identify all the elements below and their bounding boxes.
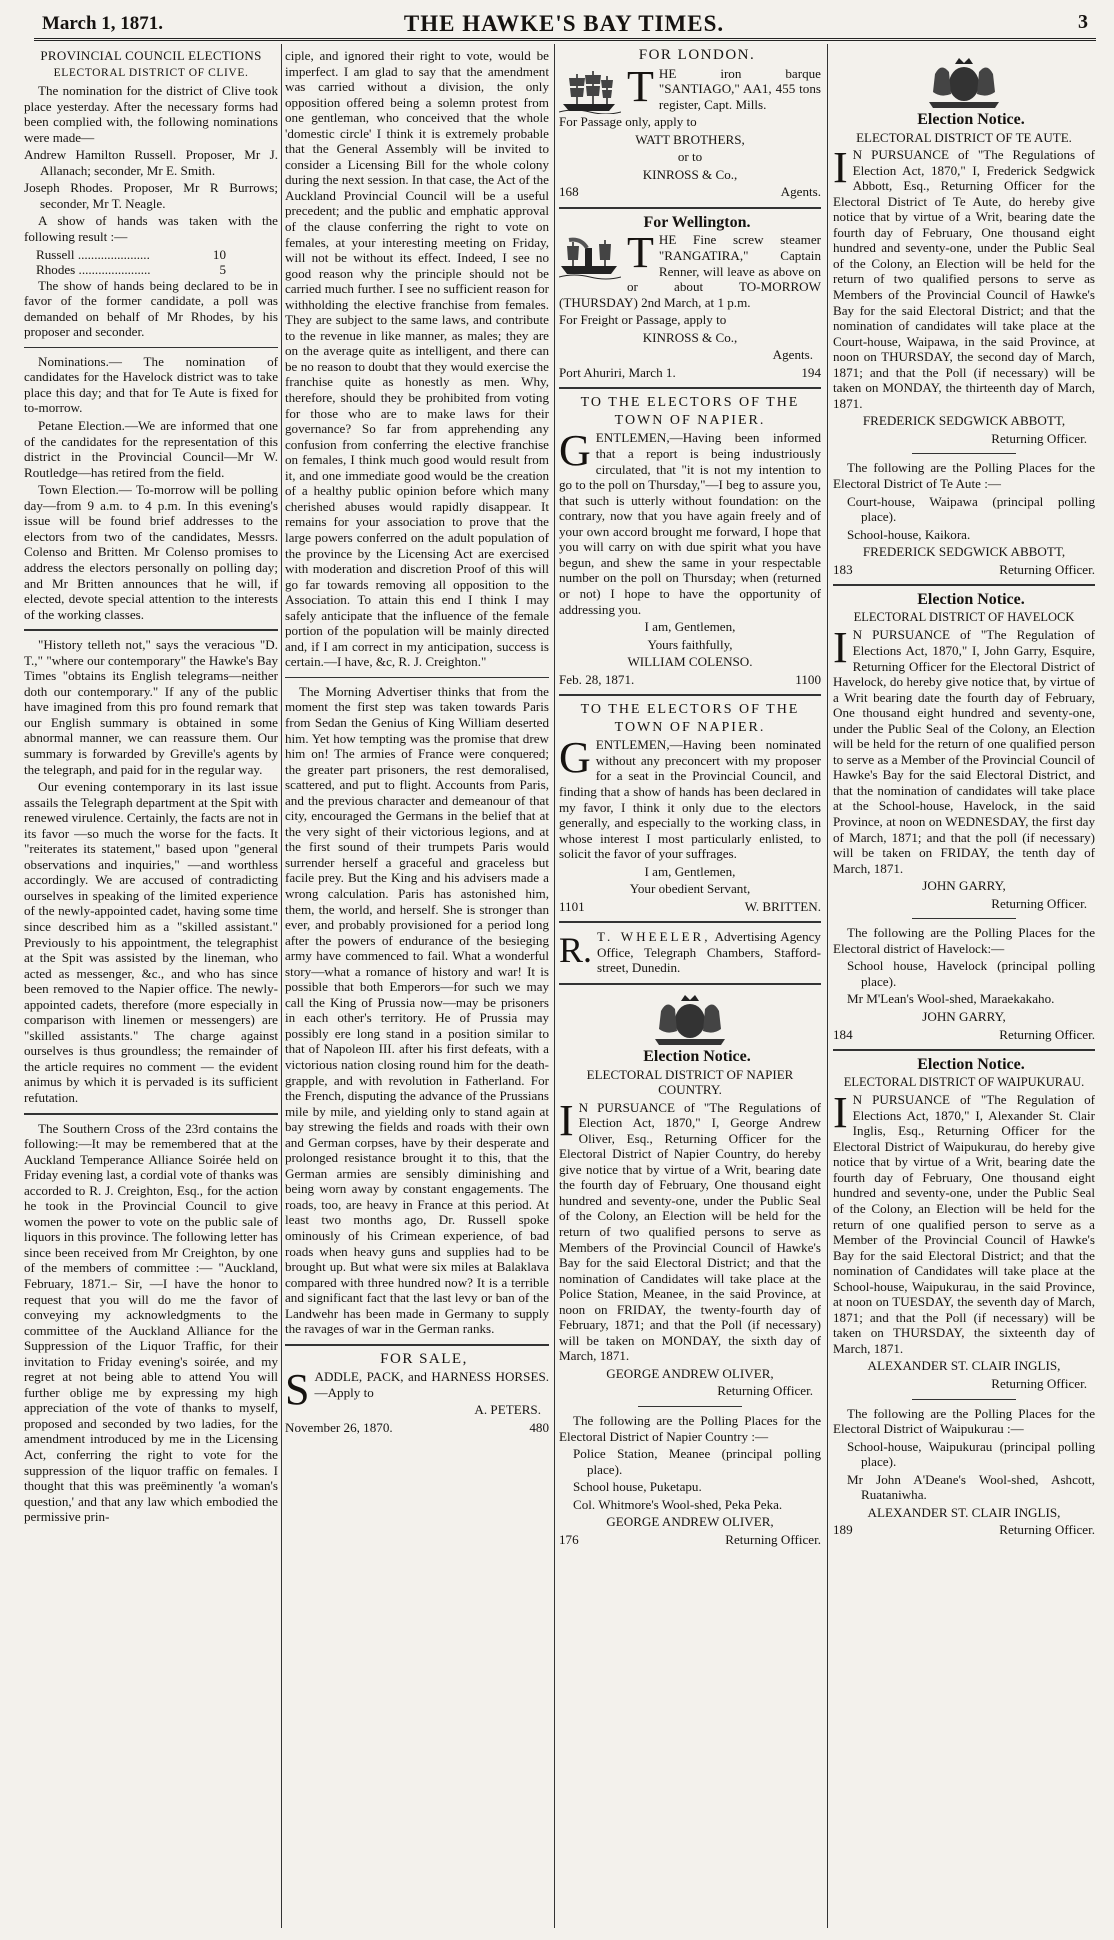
election-notice <box>833 1088 1095 1356</box>
result-name: Rhodes ...................... <box>36 262 151 278</box>
news-item: Town Election.— To-morrow will be polling day—from 9 a.m. to 4 p.m. In this evening's issue will be found brief addresses to the electors from two of the candidates, Messrs. Colenso and Britten. Mr Colenso promises to address the electors personally on polling day; and Mr Britten announces that he will, if elected, devote special attention to the interests of the working classes. <box>24 482 278 622</box>
signature: ALEXANDER ST. CLAIR INGLIS, <box>867 1358 1061 1374</box>
election-notice <box>559 1095 821 1364</box>
ad-number: 480 <box>529 1420 549 1436</box>
drop-cap: T <box>627 228 654 278</box>
election-notice <box>833 623 1095 876</box>
ad-number: 189 <box>833 1522 853 1538</box>
divider <box>559 983 821 985</box>
ad-footer <box>559 899 821 915</box>
ad-line: Agents. <box>772 347 813 363</box>
officer-title: Returning Officer. <box>725 1531 821 1547</box>
drop-cap: S <box>285 1365 310 1415</box>
ad-footer <box>833 1027 1095 1043</box>
agency-ad <box>559 929 821 976</box>
drop-cap: I <box>559 1095 574 1145</box>
election-address <box>559 733 821 862</box>
issue-date: March 1, 1871. <box>42 13 164 34</box>
divider <box>559 694 821 696</box>
officer-title: Returning Officer. <box>991 1376 1087 1392</box>
signature: GEORGE ANDREW OLIVER, <box>606 1365 774 1381</box>
electoral-district: ELECTORAL DISTRICT OF NAPIER COUNTRY. <box>586 1066 794 1098</box>
article-paragraph: A show of hands was taken with the following result :— <box>24 213 278 245</box>
signature: W. BRITTEN. <box>744 898 821 914</box>
column-rule <box>827 44 828 1928</box>
notice-text: N PURSUANCE of "The Regulation of Elections Act, 1870," I, John Garry, Esquire, Returning Officer for the Electoral District of Havelock, do hereby give notice that, by virtue of a Writ bearing date the fourth day of February, One thousand eight hundred and seventy-one, under the Public Seal of the Colony, an Election will be held for the return of one qualified person to serve as a Member of the Provincial Council of Hawke's Bay for the said Electoral District, and that the nomination of candidates will take place at the School-house, Havelock, in the said Province, at noon on WEDNESDAY, the first day of March, 1871; and that the poll (if necessary) will be taken on FRIDAY, the tenth day of March, 1871. <box>833 627 1095 876</box>
closing-line: Your obedient Servant, <box>629 881 751 897</box>
polling-place: School-house, Kaikora. <box>847 526 971 542</box>
ad-footer <box>285 1420 549 1436</box>
drop-cap: I <box>833 623 848 673</box>
shipping-ad-heading: For Wellington. <box>643 213 751 231</box>
divider <box>559 921 821 923</box>
agency-text: Advertising Agency Office, Telegraph Chambers, Stafford-street, Dunedin. <box>597 929 821 976</box>
polling-place: Mr John A'Deane's Wool-shed, Ashcott, Ruataniwha. <box>847 1471 1095 1503</box>
ad-number: 176 <box>559 1531 579 1547</box>
article-subheading: ELECTORAL DISTRICT OF CLIVE. <box>53 66 249 79</box>
nomination-entry: Andrew Hamilton Russell. Proposer, Mr J. Allanach; seconder, Mr E. Smith. <box>24 147 278 178</box>
steamer-icon <box>559 234 621 280</box>
election-notice-title: Election Notice. <box>917 111 1025 128</box>
royal-crest-icon <box>647 991 733 1047</box>
drop-cap: I <box>833 1088 848 1138</box>
shipping-ad-heading: FOR LONDON. <box>638 48 756 63</box>
officer-title: Returning Officer. <box>999 561 1095 577</box>
electoral-district: ELECTORAL DISTRICT OF HAVELOCK <box>853 609 1075 624</box>
news-item: "History telleth not," says the veracious "D. T.," "where our contemporary" the Hawke's Bay Times "obtains its English telegrams—neither doth our contemporary." If any of the public have imagined from this pro found remark that our English summary is obtained in some abnormal manner, we can reassure them. Our summary is forwarded by Greville's agents by the telegraph, and paid for in the regular way. <box>24 637 278 777</box>
notice-text: N PURSUANCE of "The Regulations of Election Act, 1870," I, Frederick Sedgwick Abbott, Esq., Returning Officer for the Electoral District of Te Aute, do hereby give notice that by virtue of a Writ, bearing date the fourth day of February, One thousand eight hundred and seventy-one, under the Public Seal of the Colony, an Election will be held for the return of two qualified persons to serve as Members of the Provincial Council of Hawke's Bay for the said Electoral District; and that the nomination of candidates will take place at the Court-house, Waipawa, in the said Province, at noon on THURSDAY, the second day of March, 1871; and that the Poll (if necessary) will be taken on MONDAY, the thirteenth day of March, 1871. <box>833 147 1095 411</box>
divider <box>833 1049 1095 1051</box>
notice-text: N PURSUANCE of "The Regulations of Election Act, 1870," I, George Andrew Oliver, Esq., Returning Officer for the Electoral District of Napier Country, do hereby give notice that by virtue of a Writ, bearing date the fourth day of February, One thousand eight hundred and seventy-one, under the Public Seal of the Colony, an Election will be held for the return of two qualified persons to serve as Members of the Provincial Council of Hawke's Bay for the said Electoral District; and that the nomination of Candidates will take place at the Police Station, Meanee, in the said Province, at noon on FRIDAY, the twenty-fourth day of February, 1871; and that the Poll (if necessary) will be taken on MONDAY, the sixth day of March, 1871. <box>559 1099 821 1364</box>
article-paragraph: ciple, and ignored their right to vote, would be imperfect. I am glad to say that the amendment was carried without a division, the only opposition offered being a solemn protest from one gentleman, who conceived that the whole 'domestic circle' I think it is extremely probable that the General Assembly will be invited to consider a Licensing Bill for the whole colony during the next session. In that case, the Act of the Auckland Provincial Council will be a useful precedent; and the public and emphatic approval of the clause conferring the right to vote on females, at your interesting meeting on Friday, will not be without its effect. Indeed, I see no good reason why the principle should not be carried much further. I see no sufficient reason for withholding the elective franchise from females. They are subject to the same laws, and contribute to the revenue in like manner, as males; they are on the average quite as intelligent, and there can be no reason to doubt that they would exercise the franchise quite as honestly as men. Why, therefore, should they be prohibited from voting for those who are to make laws for their governance? So far from apprehending any confusion from conferring the elective franchise on females, I think much good would result from it, and one immediate good would be the creation of a healthy public opinion before which many cherished abuses would rapidly disappear. It remains for your association to prove that the large powers conferred on the adult population of the province by the Licensing Act are exercised with moderation and discretion Proof of this will go far towards removing all opposition to the Association. To attain this end I think I may safely anticipate that the influence of the female portion of the population will be mainly directed and, if I am correct in my anticipation, success is certain.—I have, &c, R. J. Creighton." <box>285 48 549 670</box>
polling-place: School-house, Waipukurau (principal polling place). <box>847 1438 1095 1470</box>
result-row <box>36 247 226 263</box>
royal-crest-icon <box>921 54 1007 110</box>
election-notice-title: Election Notice. <box>917 591 1025 609</box>
address-heading: TOWN OF NAPIER. <box>614 412 766 428</box>
closing-line: I am, Gentlemen, <box>644 619 736 635</box>
ad-date: November 26, 1870. <box>285 1420 393 1436</box>
divider <box>912 453 1017 454</box>
divider <box>285 1344 549 1346</box>
closing-line: I am, Gentlemen, <box>644 863 736 879</box>
polling-place: Mr M'Lean's Wool-shed, Maraekakaho. <box>847 991 1055 1007</box>
masthead <box>34 8 1094 36</box>
column-3 <box>559 48 821 1926</box>
signature: ALEXANDER ST. CLAIR INGLIS, <box>867 1504 1061 1520</box>
shipping-ad <box>559 61 821 113</box>
news-item: Our evening contemporary in its last issue assails the Telegraph department at the Spit with renewed virulence. Certainly, the facts are not in its favor —so much the worse for the facts. It "reiterates its statement," based upon "general observations and inquiries," —and worthless accordingly. We are accused of contradicting ourselves in speaking of the limited experience of the newly-appointed cadet, having some time since described him as a "skilled assistant." Previously to his appointment, the telegraphist at the Spit was assisted by the lineman, who acted as messenger, &c., and who has since been removed to the Napier office. The newly-appointed cadets, therefore (more especially in comparison with linemen or messengers) are "skilled assistants." The charge against ourselves is thus groundless; the remainder of the article requires no comment — the evident animus by which it is pervaded is its sufficient refutation. <box>24 779 278 1105</box>
drop-cap: G <box>559 426 591 476</box>
drop-cap: G <box>559 733 591 783</box>
divider <box>24 629 278 631</box>
result-name: Russell ...................... <box>36 246 150 262</box>
drop-cap: I <box>833 143 848 193</box>
election-notice-title: Election Notice. <box>643 1047 751 1065</box>
news-item: Nominations.— The nomination of candidates for the Havelock district was to take place this day; and that for Te Aute is fixed for to-morrow. <box>24 353 278 416</box>
agent-name: KINROSS & Co., <box>642 329 738 345</box>
article-paragraph: The show of hands being declared to be in favor of the former candidate, a poll was demanded on behalf of Mr Rhodes, by his proposer and seconder. <box>24 277 278 340</box>
result-row <box>36 262 226 278</box>
ad-line: For Passage only, apply to <box>559 114 697 130</box>
advertiser-name: A. PETERS. <box>474 1402 541 1418</box>
divider <box>24 1113 278 1115</box>
polling-places-intro: The following are the Polling Places for the Electoral District of Waipukurau :— <box>833 1405 1095 1437</box>
ad-number: 184 <box>833 1026 853 1042</box>
drop-cap: R. <box>559 930 593 971</box>
signature: FREDERICK SEDGWICK ABBOTT, <box>862 413 1066 429</box>
ad-line: For Freight or Passage, apply to <box>559 312 727 328</box>
divider <box>559 207 821 209</box>
address-text: ENTLEMEN,—Having been informed that a report is being industriously circulated, that "it is not my intention to go to the poll on Thursday,"—I beg to assure you, that such is utterly without foundation: on the contrary, now that you have again freely and of your own accord brought me forward, I hope that you will carry on with due spirit what you have begun, and shew the same in your respectable number on the poll on Thursday; when (returned or not) I hope to have the opportunity of addressing you. <box>559 430 821 617</box>
election-address <box>559 426 821 617</box>
result-value: 5 <box>219 262 226 278</box>
ad-number: 183 <box>833 561 853 577</box>
polling-places-intro: The following are the Polling Places for the Electoral district of Havelock:— <box>833 925 1095 956</box>
agent-name: KINROSS & Co., <box>642 166 738 182</box>
result-value: 10 <box>212 246 226 262</box>
for-sale-text: ADDLE, PACK, and HARNESS HORSES.—Apply to <box>314 1369 549 1400</box>
polling-place: Col. Whitmore's Wool-shed, Peka Peka. <box>573 1496 783 1512</box>
officer-title: Returning Officer. <box>717 1383 813 1399</box>
signature: FREDERICK SEDGWICK ABBOTT, <box>862 544 1066 560</box>
ad-number: 168 <box>559 184 579 200</box>
officer-title: Returning Officer. <box>999 1026 1095 1042</box>
ad-date: Feb. 28, 1871. <box>559 671 635 687</box>
shipping-ad <box>559 228 821 310</box>
signature: GEORGE ANDREW OLIVER, <box>606 1514 774 1530</box>
ad-footer <box>559 1532 821 1548</box>
notice-text: N PURSUANCE of "The Regulation of Elections Act, 1870," I, Alexander St. Clair Inglis, Esq., Returning Officer for the Electoral District of Waipukurau, do hereby give notice that by virtue of a Writ, bearing date the fourth day of February, One thousand eight hundred and seventy-one, under the Public Seal of the Colony, an Election will be held for the return of one qualified person to serve as a Member of the Provincial Council of Hawke's Bay for the said Electoral District; and that the nomination of Candidates will take place at the School-house, Waipukurau, in the said Province, at noon on TUESDAY, the seventh day of March, 1871; and that the Poll (if necessary) will be taken on THURSDAY, the sixteenth day of March, 1871. <box>833 1092 1095 1356</box>
newspaper-title: THE HAWKE'S BAY TIMES. <box>403 11 725 36</box>
agency-name: T. WHEELER, <box>597 929 711 945</box>
shipping-ad-text: HE Fine screw steamer "RANGATIRA," Captain Renner, will leave as above on or about TO-MORROW (THURSDAY) 2nd March, at 1 p.m. <box>559 232 821 310</box>
ad-footer <box>833 562 1095 578</box>
page-number: 3 <box>1078 11 1088 33</box>
nomination-entry: Joseph Rhodes. Proposer, Mr R Burrows; seconder, Mr T. Neagle. <box>24 180 278 211</box>
news-item: Petane Election.—We are informed that one of the candidates for the representation of this district in the Provincial Council—Mr W. Routledge—has retired from the field. <box>24 418 278 480</box>
shipping-ad-text: HE iron barque "SANTIAGO," AA1, 455 tons register, Capt. Mills. <box>658 65 821 112</box>
column-1 <box>24 48 278 1926</box>
ad-footer <box>833 1522 1095 1538</box>
ad-number: 1101 <box>559 898 585 914</box>
drop-cap: T <box>627 61 654 111</box>
ad-number: 194 <box>801 364 821 380</box>
ad-number: 1100 <box>795 671 821 687</box>
column-rule <box>281 44 282 1928</box>
signature: JOHN GARRY, <box>922 878 1006 894</box>
election-notice <box>833 143 1095 411</box>
agent-name: WATT BROTHERS, <box>635 131 745 147</box>
polling-places-intro: The following are the Polling Places for the Electoral District of Te Aute :— <box>833 460 1095 492</box>
electoral-district: ELECTORAL DISTRICT OF WAIPUKURAU. <box>843 1074 1085 1089</box>
article-heading: PROVINCIAL COUNCIL ELECTIONS <box>40 48 262 63</box>
news-item: The Southern Cross of the 23rd contains the following:—It may be remembered that at the Auckland Temperance Alliance Soirée held on Friday evening last, a cordial vote of thanks was accorded to R. J. Creighton, Esq., for the action he took in the Provincial Council to give women the power to vote on the public sale of liquors in this province. The following letter has since been received from Mr Creighton, by one of the members of committee :— "Auckland, February, 1871.– Sir, —I have the honor to request that you will do me the favor of conveying my acknowledgments to the committee of the Auckland Alliance for the Suppression of the Liquor Traffic, for their invitation to Friday evening's soirée, and my regret at not being able to attend You will further oblige me by expressing my high appreciation of the vote of thanks to myself, proposed and seconded by two ladies, for the amendment introduced by me in the Licensing Act, conferring the right to vote for the suppression of the liquor traffic on females. I thought that this was preëminently 'a woman's question,' and that any law which embodied the permissive prin- <box>24 1120 278 1525</box>
divider <box>833 584 1095 586</box>
divider <box>559 387 821 389</box>
ad-line: Agents. <box>780 184 821 200</box>
electoral-district: ELECTORAL DISTRICT OF TE AUTE. <box>856 129 1072 145</box>
divider <box>912 918 1017 919</box>
polling-place: Court-house, Waipawa (principal polling place). <box>847 493 1095 525</box>
officer-title: Returning Officer. <box>999 1522 1095 1538</box>
address-heading: TOWN OF NAPIER. <box>614 719 766 735</box>
column-2 <box>285 48 549 1926</box>
polling-places-intro: The following are the Polling Places for the Electoral District of Napier Country :— <box>559 1413 821 1444</box>
ad-line: or to <box>677 149 703 165</box>
news-item: The Morning Advertiser thinks that from the moment the first step was taken towards Paris from Sedan the Genius of King William deserted him. Yet how tempting was the promise that drew him on! The armies of France were conquered; the greater part prisoners, the rest demoralised, scattered, and put to flight. Accounts from Paris, and the previous character and demeanour of that city, encouraged the Germans in the belief that at the very sight of their victorious legions, and at the first sound of their trumpets Paris would surrender herself a graceful and graceless but facile prey. But the King and his advisers made a wrong calculation. Paris has astonished him, them, the world, and herself. She is stronger than ever, and probably provisioned for a period long after the powers of endurance of the besieging army have commenced to fail. What a wonderful story—what a romance of history and war! It is possible that both Emperors—for such we may call the King of Prussia now—may be prisoners in each other's territory. He of Prussia may possibly ere long stand in a position similar to that of Napoleon III. after his first defeats, with a victorious nation closing round him for the death-grapple, and with revolution in Fatherland. For the French, disputing the advance of the Prussians mile by mile, and yielding only to stand again at bay strewing the fields and roads with their own and German corpses, have by their desperate and prolonged resistance brought it to this, that the German armies are sensibly diminishing and being worn away by constant engagements. The roads, too, are heavy in France at this period. At least two months ago, Dr. Russell spoke ominously of his Crimean experience, of bad roads when heavy guns and supplies had to be brought up. But what were six miles at Balaklava compared with three hundred now? It is a terrible and significant fact that the last levy or ban of the Landwehr has been made in Germany to supply the ravages of war in the German ranks. <box>285 683 549 1337</box>
ad-footer <box>559 365 821 381</box>
polling-place: Police Station, Meanee (principal polling place). <box>573 1446 821 1477</box>
article-paragraph: The nomination for the district of Clive took place yesterday. After the necessary forms had been complied with, the following nominations were made— <box>24 83 278 145</box>
election-notice-title: Election Notice. <box>917 1056 1025 1074</box>
polling-place: School house, Puketapu. <box>573 1479 702 1495</box>
ad-footer <box>559 672 821 688</box>
ad-date: Port Ahuriri, March 1. <box>559 364 676 380</box>
address-heading: TO THE ELECTORS OF THE <box>580 702 800 718</box>
column-4 <box>833 48 1095 1926</box>
divider <box>285 677 549 678</box>
signature: WILLIAM COLENSO. <box>627 654 753 670</box>
divider <box>24 347 278 348</box>
column-rule <box>554 44 555 1928</box>
officer-title: Returning Officer. <box>991 895 1087 911</box>
closing-line: Yours faithfully, <box>647 636 733 652</box>
divider <box>638 1406 743 1407</box>
address-heading: TO THE ELECTORS OF THE <box>580 395 800 411</box>
masthead-rule <box>34 38 1096 41</box>
polling-place: School house, Havelock (principal polling place). <box>847 958 1095 989</box>
ad-footer <box>559 184 821 200</box>
address-text: ENTLEMEN,—Having been nominated without any preconcert with my proposer for a seat in the Provincial Council, and finding that a show of hands has been declared in my favor, I think it only due to the electors generally, and especially to the working class, in whose interest I most particularly enlisted, to solicit the favor of your suffrages. <box>559 737 821 862</box>
signature: JOHN GARRY, <box>922 1008 1006 1024</box>
for-sale-heading: FOR SALE, <box>380 1350 468 1367</box>
divider <box>912 1399 1017 1400</box>
ship-icon <box>559 68 621 114</box>
officer-title: Returning Officer. <box>991 430 1087 446</box>
